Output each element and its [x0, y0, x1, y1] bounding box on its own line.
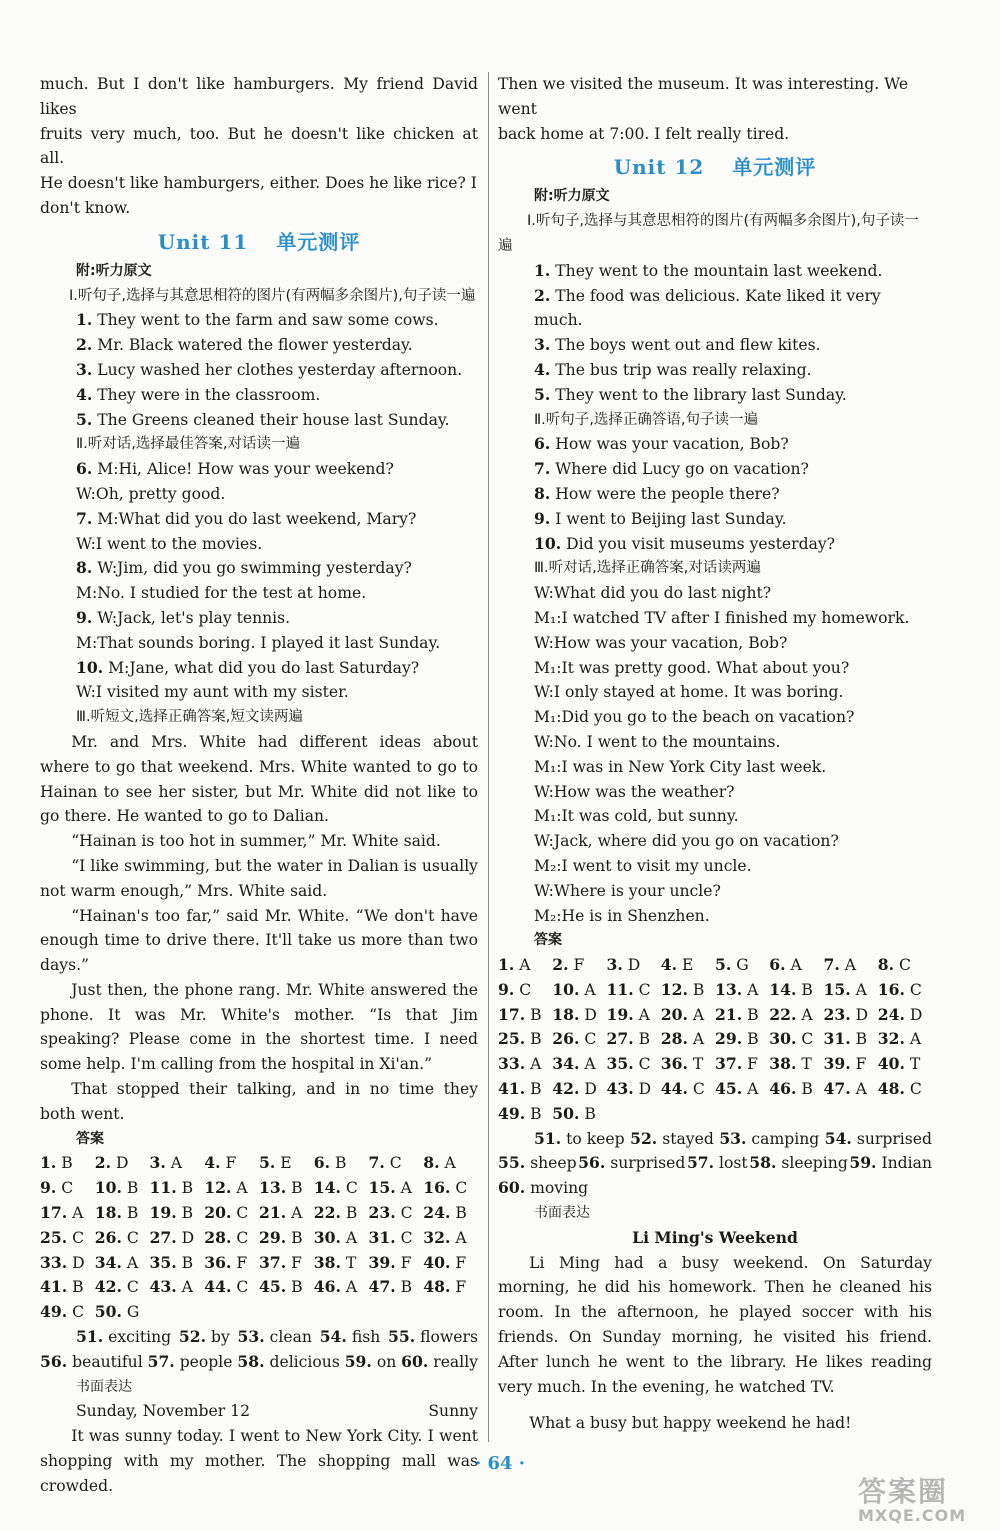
answer-item: 47. A [823, 1079, 867, 1099]
answer-item: 36. T [660, 1054, 704, 1074]
answer-item: 32. A [877, 1029, 922, 1049]
answer-item: 17. A [40, 1203, 84, 1223]
unit11-sentences [40, 308, 478, 432]
text-line: don't know. [40, 198, 131, 217]
answer-item: 6. B [313, 1153, 347, 1173]
answer-item: 26. C [552, 1029, 597, 1049]
list-item: 9. I went to Beijing last Sunday. [534, 508, 787, 528]
answer-item: 5. E [259, 1153, 292, 1173]
part-2-instruction: Ⅱ.听对话,选择最佳答案,对话读一遍 [76, 436, 300, 453]
answer-item: 34. A [552, 1054, 596, 1074]
answer-item: 7. A [823, 955, 857, 975]
answer-item: 27. D [149, 1227, 195, 1247]
answer-item: 32. A [423, 1227, 467, 1247]
fill-answer: 55. sheep [498, 1153, 577, 1173]
answer-item: 41. B [40, 1277, 84, 1297]
dialog-line: W:How was your vacation, Bob? [534, 633, 788, 652]
answer-item: 43. A [149, 1277, 193, 1297]
answer-item: 24. B [423, 1203, 467, 1223]
answer-item: 36. F [204, 1252, 248, 1272]
listening-heading: 附:听力原文 [534, 188, 610, 205]
column-divider [488, 72, 489, 1442]
fill-answer: 54. surprised [824, 1128, 932, 1148]
answer-item: 6. A [769, 955, 802, 975]
diary-header [40, 1399, 478, 1424]
answer-item: 31. C [368, 1227, 413, 1247]
answer-item: 28. A [660, 1029, 705, 1049]
unit-subtitle: 单元测评 [276, 229, 361, 254]
paragraph: What a busy but happy weekend he had! [529, 1414, 852, 1433]
answer-item: 46. B [769, 1079, 813, 1099]
list-item: 1. They went to the farm and saw some cows. [76, 310, 439, 330]
answer-item: 21. B [715, 1004, 759, 1024]
list-item: M:No. I studied for the test at home. [76, 584, 367, 603]
fill-answer: 58. sleeping [749, 1153, 848, 1173]
left-column [40, 72, 478, 1499]
answer-item: 20. C [204, 1203, 249, 1223]
answer-item: 17. B [498, 1004, 542, 1024]
dialog-line: W:What did you do last night? [534, 584, 772, 603]
paragraph: “Hainan's too far,” said Mr. White. “We don't have enough time to drive there. It'll take us more than two days.” [40, 906, 478, 975]
fill-row [40, 1325, 478, 1350]
page-number: · 64 · [474, 1453, 526, 1474]
list-item: 8. W:Jim, did you go swimming yesterday? [76, 558, 412, 578]
list-item: 3. Lucy washed her clothes yesterday afternoon. [76, 359, 463, 379]
answer-item: 25. B [498, 1029, 542, 1049]
list-item: 9. W:Jack, let's play tennis. [76, 607, 291, 627]
list-item: 8. How were the people there? [534, 483, 780, 503]
fill-row [498, 1176, 932, 1201]
answer-item: 15. A [823, 979, 867, 999]
answer-item: 10. B [94, 1178, 139, 1198]
answer-item: 12. B [660, 979, 705, 999]
answer-item: 38. T [313, 1252, 357, 1272]
fill-answer: 52. stayed [630, 1128, 714, 1148]
answer-item: 50. B [552, 1103, 596, 1123]
answer-item: 49. B [498, 1103, 542, 1123]
fill-row [40, 1350, 478, 1375]
answer-grid [40, 1151, 478, 1325]
answer-item: 23. D [823, 1004, 869, 1024]
answer-item: 2. D [94, 1153, 129, 1173]
list-item: 4. They were in the classroom. [76, 384, 321, 404]
list-item: 7. M:What did you do last weekend, Mary? [76, 508, 417, 528]
answer-item: 41. B [498, 1079, 542, 1099]
watermark-logo: 答案圈 [858, 1475, 949, 1508]
answer-item: 9. C [40, 1178, 74, 1198]
answer-item: 30. A [313, 1227, 358, 1247]
dialog-line: W:Where is your uncle? [534, 881, 721, 900]
unit12-questions [498, 432, 932, 556]
answer-item: 48. C [877, 1079, 922, 1099]
dialog-line: M₂:He is in Shenzhen. [534, 906, 710, 925]
answer-item: 44. C [204, 1277, 249, 1297]
answer-item: 39. F [368, 1252, 412, 1272]
answer-item: 27. B [606, 1029, 651, 1049]
paragraph: That stopped their talking, and in no time they both went. [40, 1080, 478, 1123]
answer-item: 19. B [149, 1203, 194, 1223]
diary-date: Sunday, November 12 [76, 1402, 251, 1421]
answer-item: 3. A [149, 1153, 183, 1173]
text-line: He doesn't like hamburgers, either. Does he like rice? I [40, 174, 477, 193]
answer-item: 46. A [313, 1277, 358, 1297]
answer-item: 29. B [259, 1227, 303, 1247]
answer-grid [498, 953, 932, 1127]
answer-item: 12. A [204, 1178, 248, 1198]
answer-item: 1. B [40, 1153, 73, 1173]
fill-answer: 53. camping [719, 1128, 820, 1148]
answer-item: 18. B [94, 1203, 139, 1223]
writing-heading: 书面表达 [76, 1378, 132, 1395]
paragraph: “Hainan is too hot in summer,” Mr. White said. [71, 832, 441, 851]
answer-item: 2. F [552, 955, 585, 975]
answer-item: 3. D [606, 955, 641, 975]
part-1-instruction: Ⅰ.听句子,选择与其意思相符的图片(有两幅多余图片),句子读一遍 [498, 213, 919, 254]
watermark-url: MXQE.COM [858, 1506, 967, 1525]
fill-answer: 59. on [344, 1351, 397, 1371]
answer-item: 21. A [259, 1203, 303, 1223]
list-item: 3. The boys went out and flew kites. [534, 335, 821, 355]
fill-answer: 56. beautiful [40, 1351, 143, 1371]
text-line: Then we visited the museum. It was interesting. We went [498, 75, 909, 118]
answer-item: 30. C [769, 1029, 814, 1049]
answer-item: 39. F [823, 1054, 867, 1074]
list-item: 10. M:Jane, what did you do last Saturday? [76, 657, 420, 677]
answers-heading: 答案 [534, 932, 562, 949]
answer-item: 33. D [40, 1252, 85, 1272]
dialog-line: W:No. I went to the mountains. [534, 732, 781, 751]
list-item: 1. They went to the mountain last weekend. [534, 260, 883, 280]
list-item: 5. The Greens cleaned their house last Sunday. [76, 409, 450, 429]
dialog-line: M₁:Did you go to the beach on vacation? [534, 708, 855, 727]
answer-item: 23. C [368, 1203, 413, 1223]
answer-item: 20. A [660, 1004, 705, 1024]
right-column [498, 72, 932, 1436]
answer-item: 25. C [40, 1227, 85, 1247]
unit12-dialog [498, 581, 932, 928]
answer-item: 43. D [606, 1079, 652, 1099]
dialog-line: M₁:It was pretty good. What about you? [534, 658, 850, 677]
answer-item: 45. A [715, 1079, 759, 1099]
fill-answer: 57. people [147, 1351, 233, 1371]
unit-12-title [498, 150, 932, 184]
diary-weather: Sunny [428, 1402, 478, 1421]
answer-item: 37. F [715, 1054, 758, 1074]
list-item: 6. How was your vacation, Bob? [534, 434, 789, 454]
answer-item: 35. B [149, 1252, 194, 1272]
answer-item: 7. C [368, 1153, 402, 1173]
answer-item: 22. B [313, 1203, 358, 1223]
fill-answer: 58. delicious [237, 1351, 340, 1371]
list-item: 5. They went to the library last Sunday. [534, 384, 847, 404]
writing-heading: 书面表达 [534, 1205, 590, 1222]
list-item: M:That sounds boring. I played it last Sunday. [76, 633, 441, 652]
answer-item: 18. D [552, 1004, 597, 1024]
answer-item: 26. C [94, 1227, 139, 1247]
fill-row [498, 1127, 932, 1152]
part-1-instruction: Ⅰ.听句子,选择与其意思相符的图片(有两幅多余图片),句子读一遍 [69, 287, 476, 304]
answer-item: 28. C [204, 1227, 249, 1247]
part-3-instruction: Ⅲ.听短文,选择正确答案,短文读两遍 [76, 709, 303, 726]
fill-answer: 56. surprised [578, 1153, 686, 1173]
answer-item: 5. G [715, 955, 749, 975]
answer-item: 42. C [94, 1277, 139, 1297]
paragraph: Just then, the phone rang. Mr. White answered the phone. It was Mr. White's mother. “Is that Jim speaking? Please come in the shortest time. I need some help. I'm calling from the hospital in Xi'an.” [40, 980, 478, 1074]
answer-item: 16. C [423, 1178, 468, 1198]
fill-answer: 60. moving [498, 1178, 589, 1198]
part-2-instruction: Ⅱ.听句子,选择正确答语,句子读一遍 [534, 411, 758, 428]
fill-answer: 55. flowers [388, 1327, 478, 1347]
answer-item: 11. C [606, 979, 651, 999]
watermark [858, 1470, 966, 1525]
fill-answer: 52. by [178, 1327, 230, 1347]
answer-item: 13. B [259, 1178, 303, 1198]
answer-item: 8. C [877, 955, 911, 975]
unit11-dialogs [40, 457, 478, 705]
dialog-line: W:I only stayed at home. It was boring. [534, 683, 844, 702]
answer-item: 1. A [498, 955, 531, 975]
answer-item: 19. A [606, 1004, 650, 1024]
list-item: W:Oh, pretty good. [76, 484, 226, 503]
answer-item: 14. B [769, 979, 813, 999]
fill-answer: 57. lost [686, 1153, 748, 1173]
list-item: 4. The bus trip was really relaxing. [534, 359, 812, 379]
left-intro [40, 72, 478, 221]
fill-answer: 54. fish [319, 1327, 381, 1347]
text-line: back home at 7:00. I felt really tired. [498, 124, 790, 143]
answer-item: 44. C [660, 1079, 705, 1099]
dialog-line: W:How was the weather? [534, 782, 735, 801]
answer-item: 4. F [204, 1153, 237, 1173]
answer-item: 33. A [498, 1054, 542, 1074]
answer-item: 42. D [552, 1079, 597, 1099]
answer-item: 34. A [94, 1252, 139, 1272]
dialog-line: M₂:I went to visit my uncle. [534, 856, 752, 875]
text-line: fruits very much, too. But he doesn't like chicken at all. [40, 124, 478, 168]
answer-item: 31. B [823, 1029, 868, 1049]
dialog-line: M₁:It was cold, but sunny. [534, 807, 739, 826]
answer-item: 10. A [552, 979, 596, 999]
list-item: W:I went to the movies. [76, 534, 263, 553]
dialog-line: M₁:I watched TV after I finished my homework. [534, 608, 910, 627]
answer-item: 38. T [769, 1054, 812, 1074]
answer-item: 29. B [715, 1029, 759, 1049]
listening-heading: 附:听力原文 [76, 262, 152, 279]
answer-item: 24. D [877, 1004, 923, 1024]
answer-item: 49. C [40, 1302, 85, 1322]
unit-label: Unit 12 [613, 155, 705, 180]
answer-item: 37. F [259, 1252, 302, 1272]
diary-text: It was sunny today. I went to New York City. I went shopping with my mother. The shopping mall was crowded. [40, 1427, 478, 1495]
answer-item: 13. A [715, 979, 759, 999]
dialog-line: W:Jack, where did you go on vacation? [534, 832, 839, 851]
unit12-sentences [498, 259, 932, 408]
answer-item: 8. A [423, 1153, 456, 1173]
list-item: 6. M:Hi, Alice! How was your weekend? [76, 459, 394, 479]
list-item: 2. The food was delicious. Kate liked it very much. [534, 285, 881, 330]
unit-label: Unit 11 [157, 229, 249, 254]
list-item: 7. Where did Lucy go on vacation? [534, 459, 809, 479]
paragraph: Li Ming had a busy weekend. On Saturday morning, he did his homework. Then he cleaned his room. In the afternoon, he played soccer with his friends. On Sunday morning, he visited his friend. After lunch he went to the library. He likes reading very much. In the evening, he watched TV. [498, 1253, 932, 1396]
paragraph: “I like swimming, but the water in Dalian is usually not warm enough,” Mrs. White said. [40, 856, 478, 900]
answer-item: 40. T [877, 1054, 921, 1074]
answer-item: 11. B [149, 1178, 194, 1198]
answer-item: 35. C [606, 1054, 651, 1074]
answer-item: 9. C [498, 979, 532, 999]
list-item: 2. Mr. Black watered the flower yesterday. [76, 335, 413, 355]
answer-item: 4. E [660, 955, 694, 975]
unit11-passage [40, 730, 478, 1127]
dialog-line: M₁:I was in New York City last week. [534, 757, 827, 776]
answer-item: 47. B [368, 1277, 413, 1297]
fill-row [498, 1151, 932, 1176]
fill-blank-answers [40, 1325, 478, 1375]
answers-heading: 答案 [76, 1130, 104, 1147]
paragraph: Mr. and Mrs. White had different ideas about where to go that weekend. Mrs. White wanted to go to Hainan to see her sister, but Mr. White did not like to go there. He wanted to go to Dalian. [40, 732, 478, 826]
answer-item: 40. F [423, 1252, 467, 1272]
fill-answer: 51. exciting [76, 1327, 172, 1347]
answer-item: 15. A [368, 1178, 412, 1198]
fill-blank-answers [498, 1127, 932, 1201]
essay-title: Li Ming's Weekend [632, 1227, 798, 1247]
answer-item: 16. C [877, 979, 922, 999]
fill-answer: 60. really [401, 1351, 478, 1371]
part-3-instruction: Ⅲ.听对话,选择正确答案,对话读两遍 [534, 560, 761, 577]
list-item: 10. Did you visit museums yesterday? [534, 533, 836, 553]
fill-answer: 59. Indian [849, 1153, 932, 1173]
answer-item: 48. F [423, 1277, 467, 1297]
unit-subtitle: 单元测评 [732, 155, 817, 180]
fill-answer: 53. clean [237, 1327, 312, 1347]
list-item: W:I visited my aunt with my sister. [76, 683, 349, 702]
text-line: much. But I don't like hamburgers. My friend David likes [40, 75, 478, 118]
answer-item: 22. A [769, 1004, 813, 1024]
answer-item: 45. B [259, 1277, 303, 1297]
answer-item: 50. G [94, 1302, 140, 1322]
unit-11-title [40, 225, 478, 259]
right-intro [498, 72, 932, 146]
answer-item: 14. C [313, 1178, 358, 1198]
fill-answer: 51. to keep [534, 1128, 625, 1148]
